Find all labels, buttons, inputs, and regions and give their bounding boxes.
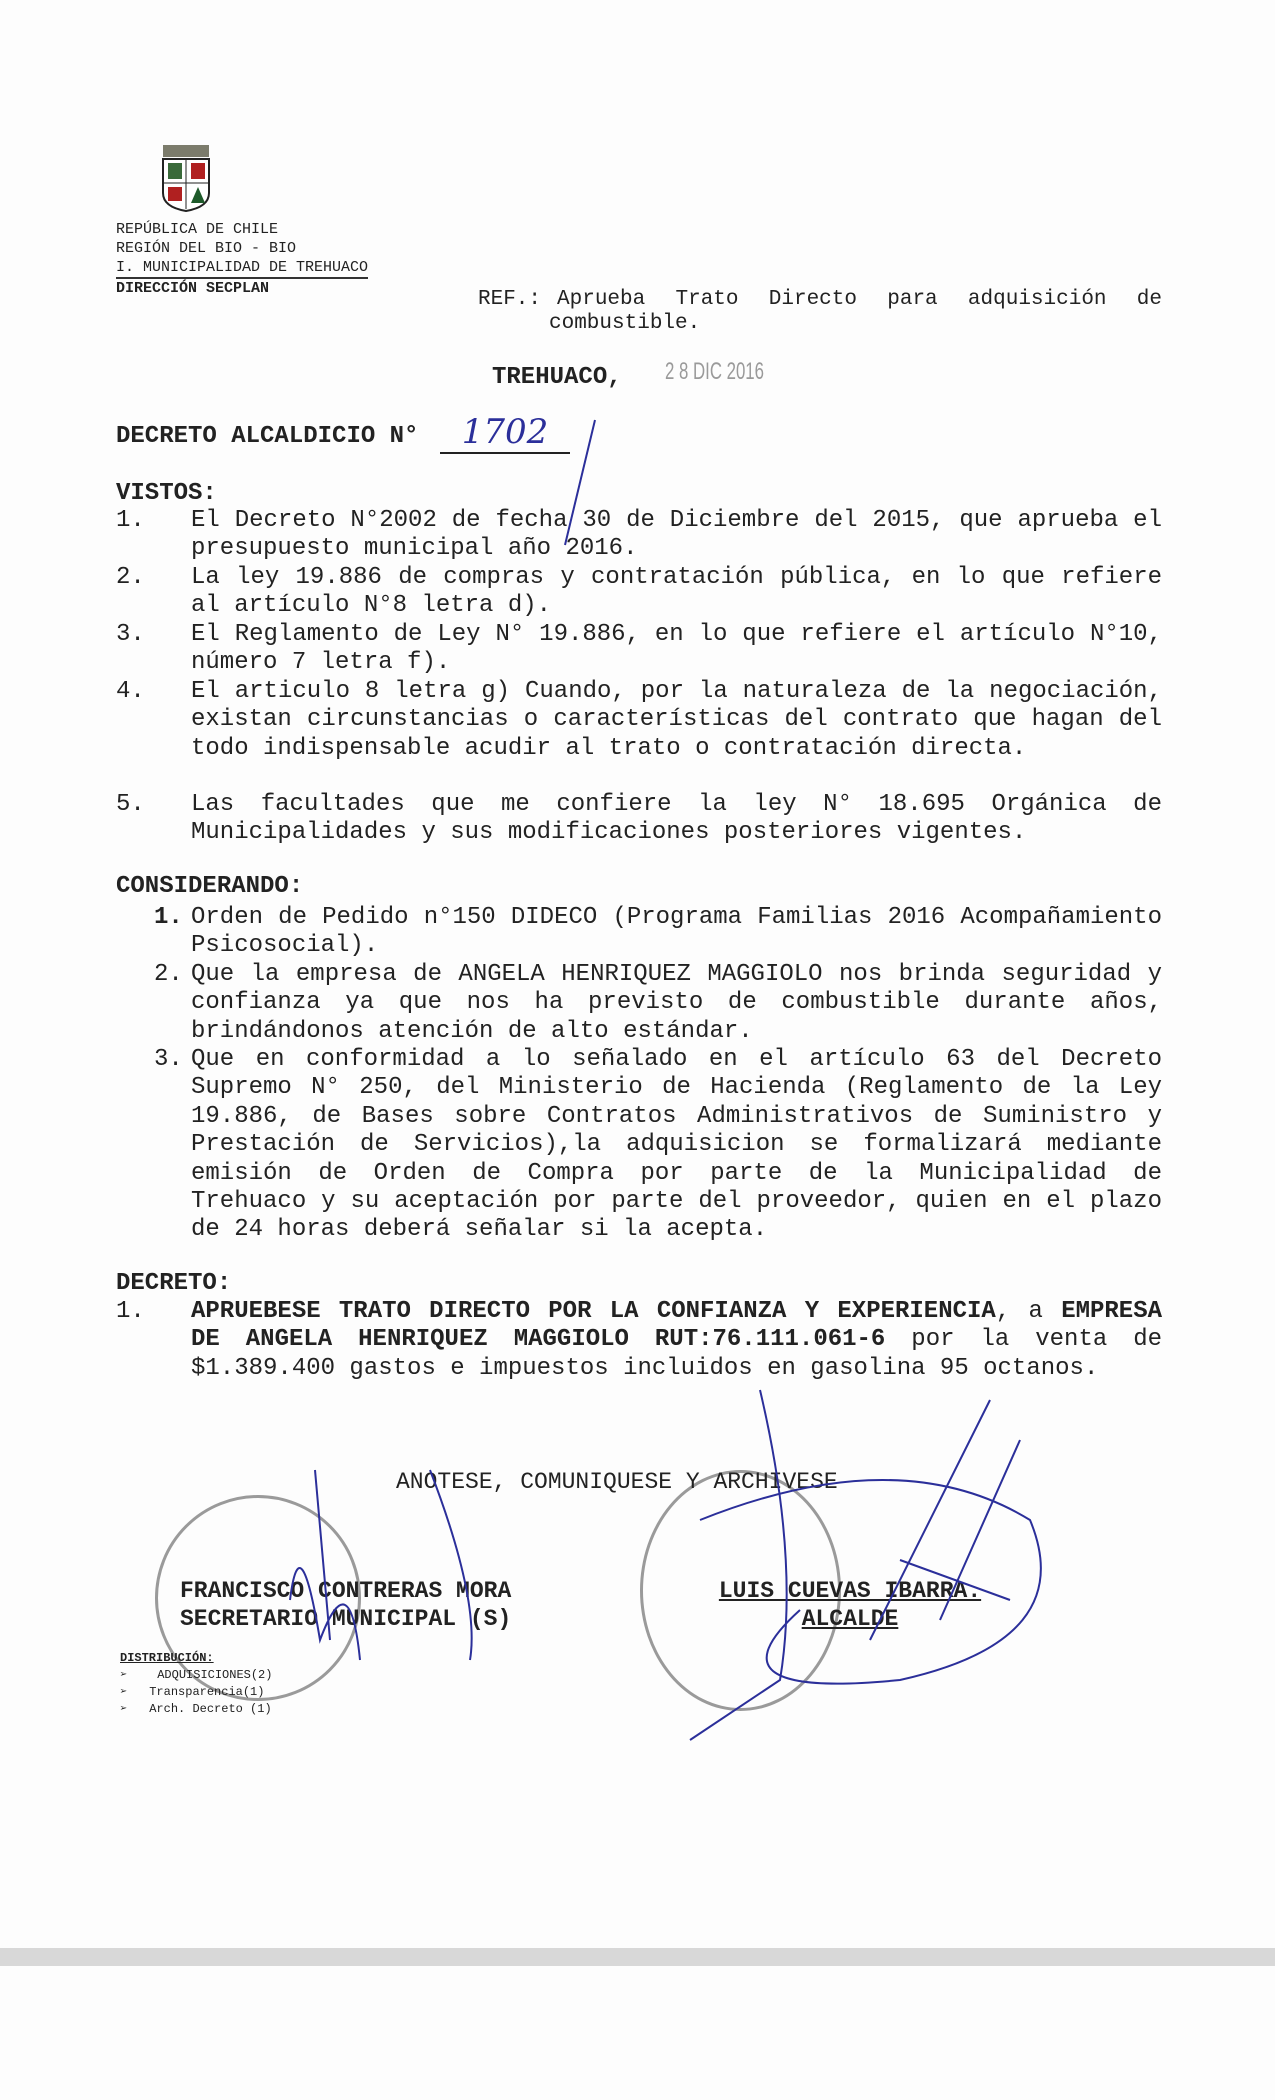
mayor-signature <box>690 1390 1041 1740</box>
closing-formula: ANOTESE, COMUNIQUESE Y ARCHIVESE <box>396 1469 838 1495</box>
letterhead-region: REGIÓN DEL BIO - BIO <box>116 240 297 257</box>
distribution-item-text: Transparencia(1) <box>149 1685 265 1699</box>
vistos-title: VISTOS: <box>116 480 217 507</box>
arrow-bullet-icon: ➢ <box>120 1668 128 1682</box>
distribution-title: DISTRIBUCIÓN: <box>120 1651 214 1665</box>
mayor-name: LUIS CUEVAS IBARRA. <box>718 1578 982 1604</box>
item-text: El Decreto N°2002 de fecha 30 de Diciembre del 2015, que aprueba el presupuesto municipal año 2016. <box>191 507 1162 563</box>
letterhead-country: REPÚBLICA DE CHILE <box>116 221 279 238</box>
letterhead-department: DIRECCIÓN SECPLAN <box>116 280 270 297</box>
item-text: La ley 19.886 de compras y contratación pública, en lo que refiere al artículo N°8 letra d). <box>191 564 1162 620</box>
decreto-bold-1: APRUEBESE TRATO DIRECTO POR LA CONFIANZA Y EXPERIENCIA <box>191 1298 996 1325</box>
letterhead-municipality: I. MUNICIPALIDAD DE TREHUACO <box>116 258 368 279</box>
ref-label: REF.: <box>478 288 542 311</box>
considerando-title: CONSIDERANDO: <box>116 873 304 900</box>
item-text: Las facultades que me confiere la ley N° 18.695 Orgánica de Municipalidades y sus modificaciones posteriores vigentes. <box>191 791 1162 847</box>
item-text: El Reglamento de Ley N° 19.886, en lo que refiere el artículo N°10, número 7 letra f). <box>191 621 1162 677</box>
decreto-bold-2: EMPRESA DE ANGELA HENRIQUEZ MAGGIOLO RUT:76.111.061-6 <box>191 1298 1163 1354</box>
item-text: Que en conformidad a lo señalado en el artículo 63 del Decreto Supremo N° 250, del Ministerio de Hacienda (Reglamento de la Ley 19.886, de Bases sobre Contratos Administrativos de Suministro y Prestación de Servicios),la adquisicion se formalizará mediante emisión de Orden de Compra por parte de la Municipalidad de Trehuaco y su aceptación por parte del proveedor, quien en el plazo de 24 horas deberá señalar si la acepta. <box>191 1046 1162 1244</box>
decreto-rest: por la venta de $1.389.400 gastos e impuestos incluidos en gasolina 95 octanos. <box>191 1326 1163 1382</box>
secretary-role: SECRETARIO MUNICIPAL (S) <box>180 1606 512 1632</box>
distribution-item <box>120 1701 272 1718</box>
decree-title: DECRETO ALCALDICIO N° <box>116 423 419 450</box>
item-number: 1. <box>116 507 145 534</box>
arrow-bullet-icon: ➢ <box>120 1702 128 1716</box>
arrow-bullet-icon: ➢ <box>120 1685 128 1699</box>
item-number: 4. <box>116 678 145 705</box>
distribution <box>120 1650 272 1718</box>
secretary-name: FRANCISCO CONTRERAS MORA <box>180 1578 512 1604</box>
item-number: 1. <box>154 904 183 931</box>
place: TREHUACO, <box>492 364 622 391</box>
initial-stroke <box>565 420 595 545</box>
decreto-mid: , a <box>995 1298 1062 1325</box>
distribution-item <box>120 1667 272 1684</box>
distribution-item-text: ADQUISICIONES(2) <box>157 1668 273 1682</box>
item-text: Que la empresa de ANGELA HENRIQUEZ MAGGIOLO nos brinda seguridad y confianza ya que nos ha previsto de combustible durante años, brindándonos atención de alto estándar. <box>191 961 1162 1045</box>
secretary-signature <box>290 1470 472 1660</box>
distribution-item <box>120 1684 272 1701</box>
item-number: 5. <box>116 791 145 818</box>
decreto-title: DECRETO: <box>116 1270 232 1297</box>
item-text: Orden de Pedido n°150 DIDECO (Programa Familias 2016 Acompañamiento Psicosocial). <box>191 904 1162 960</box>
item-number: 2. <box>154 961 183 988</box>
date-stamp: 2 8 DIC 2016 <box>665 358 764 385</box>
item-number: 3. <box>116 621 145 648</box>
ref-text-cont: combustible. <box>549 312 701 335</box>
distribution-item-text: Arch. Decreto (1) <box>149 1702 272 1716</box>
decree-number: 1702 <box>440 412 570 454</box>
ref-text: Aprueba Trato Directo para adquisición de <box>557 288 1162 311</box>
scan-edge <box>0 1948 1275 1966</box>
item-text: El articulo 8 letra g) Cuando, por la naturaleza de la negociación, existan circunstancias o características del contrato que hagan del todo indispensable acudir al trato o contratación directa. <box>191 678 1162 762</box>
mayor-role: ALCALDE <box>801 1606 899 1632</box>
item-number: 2. <box>116 564 145 591</box>
item-number: 1. <box>116 1298 145 1325</box>
item-number: 3. <box>154 1046 183 1073</box>
